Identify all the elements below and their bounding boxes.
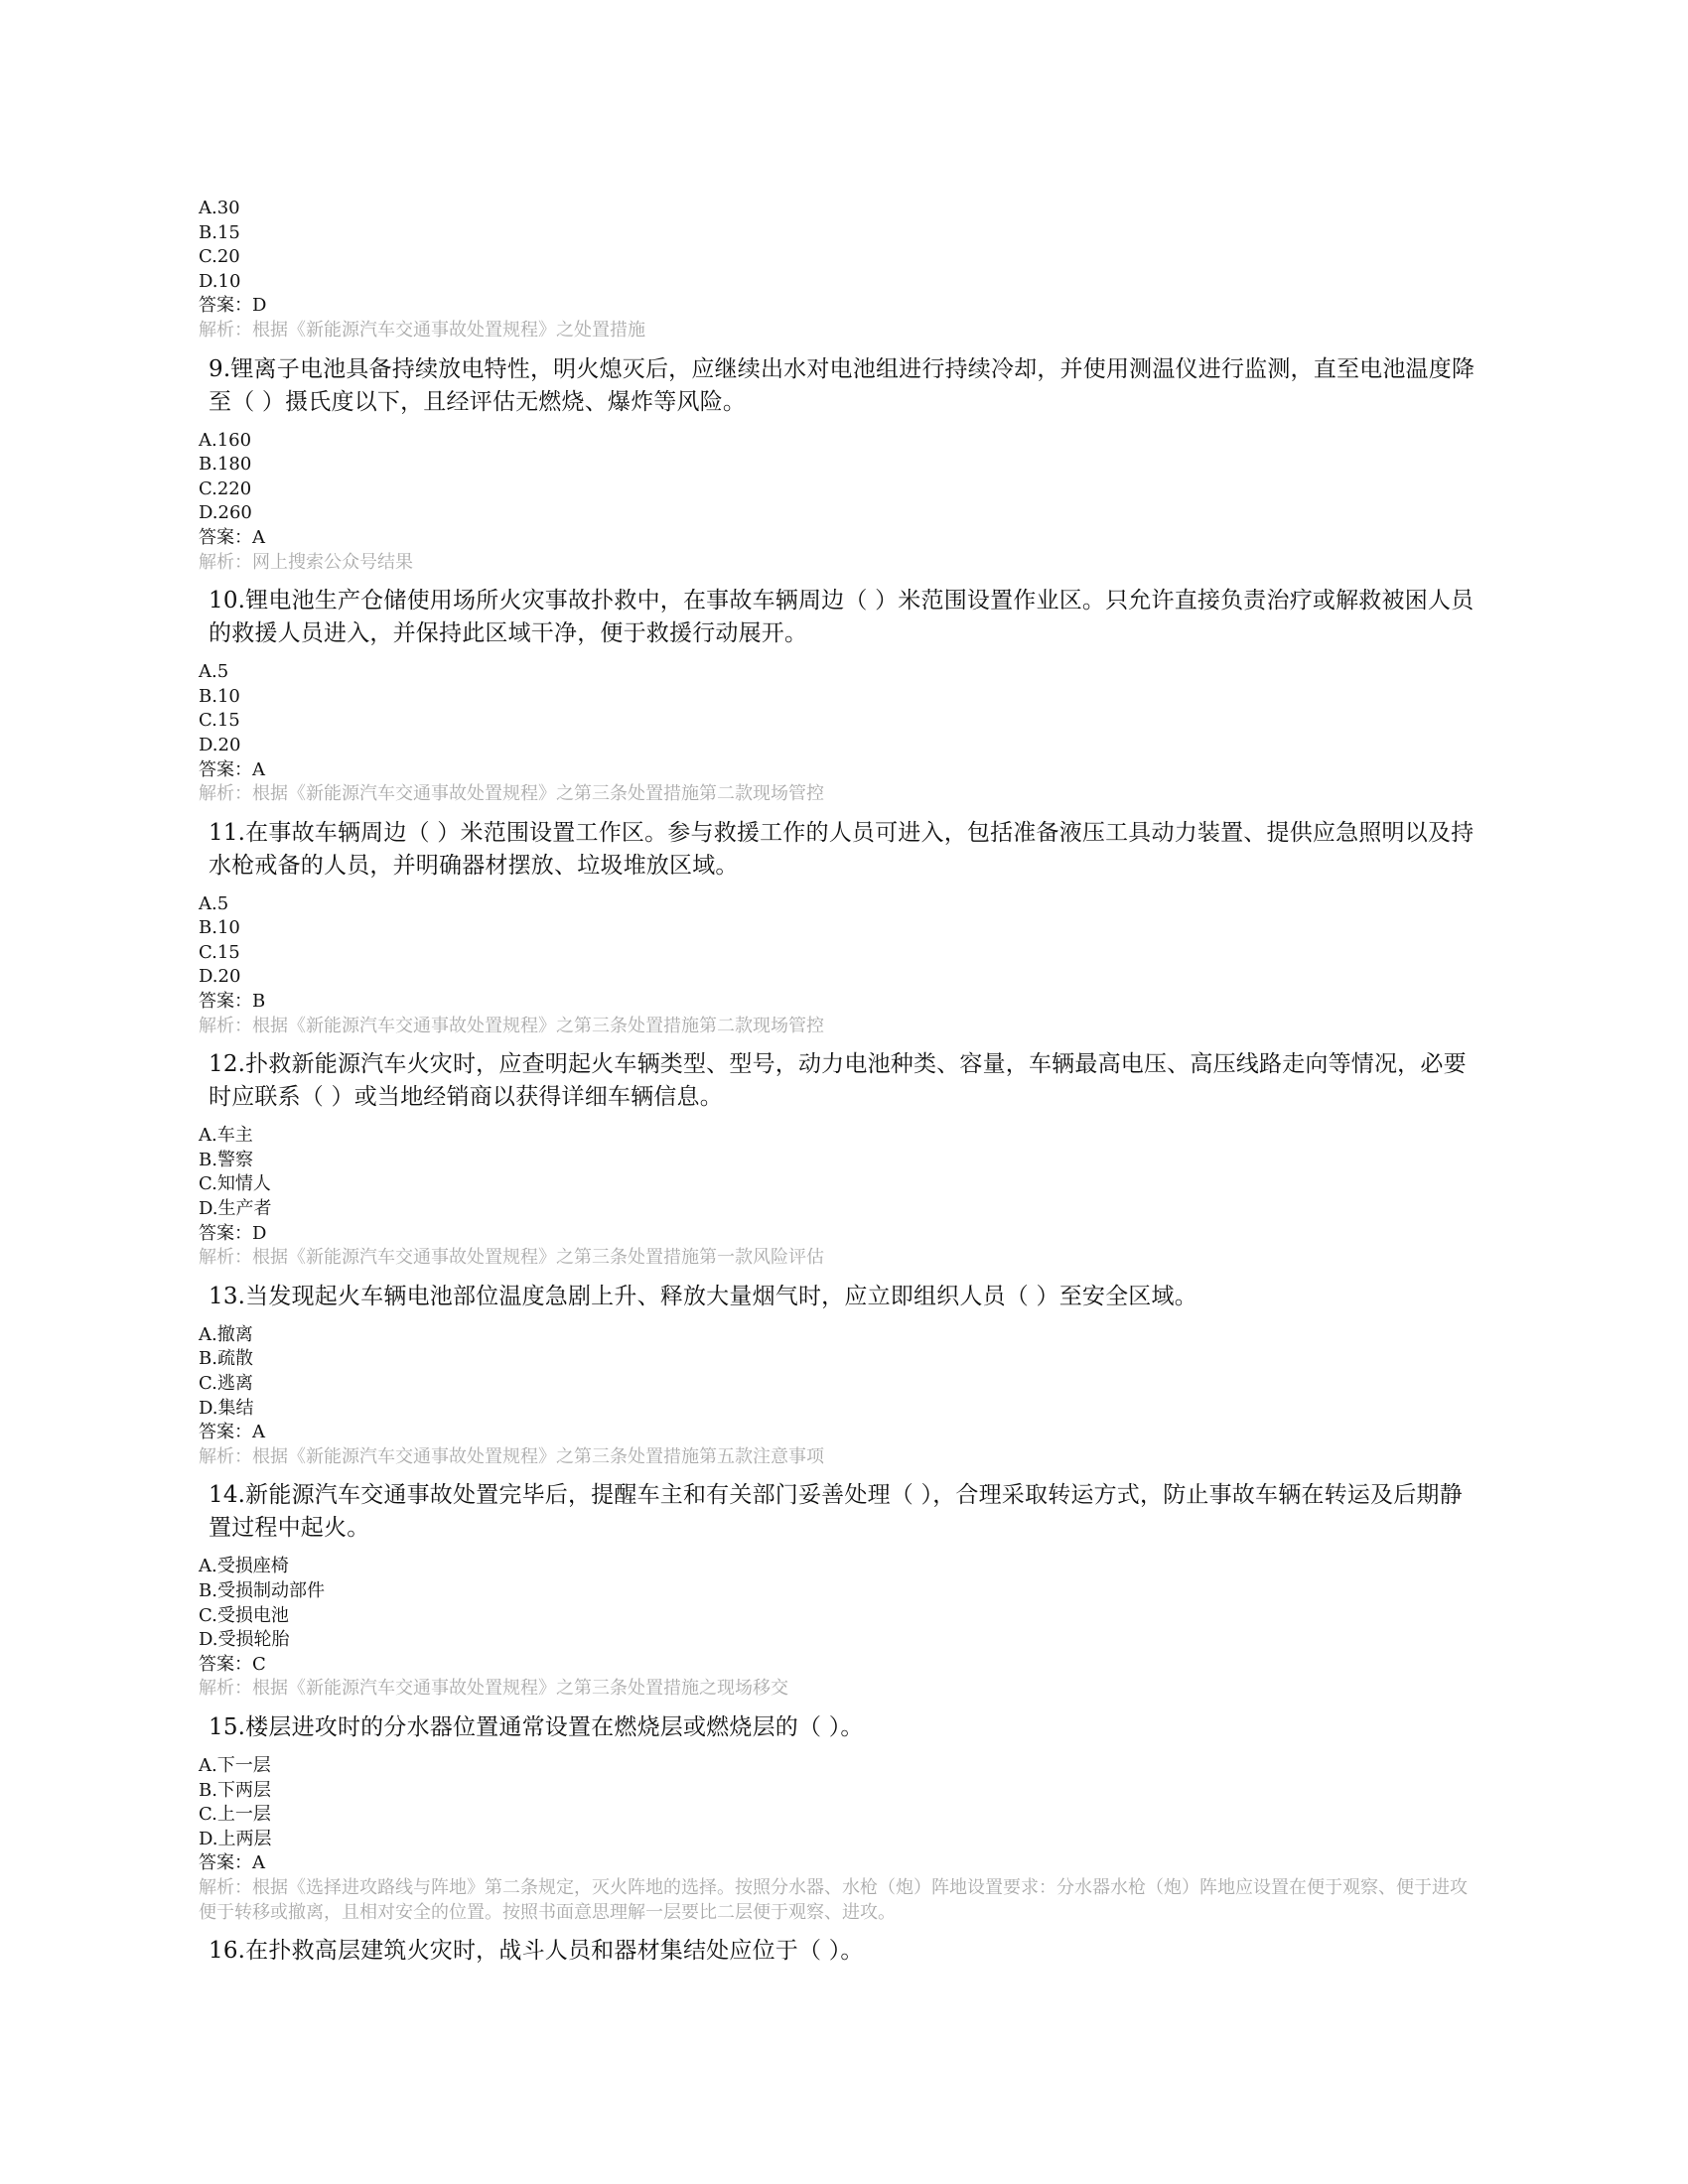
question-15 <box>199 1711 1479 1925</box>
option-d: D.10 <box>199 270 241 292</box>
question-14 <box>199 1479 1479 1702</box>
answer: 答案：D <box>199 1222 267 1244</box>
question-text: 12.扑救新能源汽车火灾时，应查明起火车辆类型、型号，动力电池种类、容量，车辆最高电压、高压线路走向等情况，必要时应联系（ ）或当地经销商以获得详细车辆信息。 <box>209 1051 1467 1111</box>
option-b: B.15 <box>199 221 240 243</box>
explanation: 解析：根据《新能源汽车交通事故处置规程》之第三条处置措施第一款风险评估 <box>199 1247 824 1269</box>
explanation: 解析：网上搜索公众号结果 <box>199 551 413 573</box>
option-a: A.30 <box>199 198 240 218</box>
explanation: 解析：根据《新能源汽车交通事故处置规程》之第三条处置措施第二款现场管控 <box>199 783 824 805</box>
option-d: D.集结 <box>199 1397 254 1419</box>
answer: 答案：A <box>199 758 265 780</box>
question-16 <box>199 1935 1479 1968</box>
question-text: 13.当发现起火车辆电池部位温度急剧上升、释放大量烟气时，应立即组织人员（ ）至安全区域。 <box>209 1283 1197 1309</box>
option-b: B.180 <box>199 454 252 476</box>
answer: 答案：A <box>199 526 265 548</box>
question-9 <box>199 353 1479 576</box>
question-12 <box>199 1048 1479 1271</box>
top-block <box>199 197 1479 343</box>
question-text: 15.楼层进攻时的分水器位置通常设置在燃烧层或燃烧层的（ ）。 <box>209 1713 864 1740</box>
option-a: A.撤离 <box>199 1323 253 1345</box>
option-b: B.10 <box>199 685 240 707</box>
option-c: C.知情人 <box>199 1173 271 1195</box>
option-c: C.逃离 <box>199 1373 253 1394</box>
answer: 答案：A <box>199 1422 265 1443</box>
question-11 <box>199 817 1479 1039</box>
answer: 答案：B <box>199 991 266 1013</box>
answer: 答案：D <box>199 295 267 317</box>
question-text: 10.锂电池生产仓储使用场所火灾事故扑救中，在事故车辆周边（ ）米范围设置作业区。只允许直接负责治疗或解救被困人员的救援人员进入，并保持此区域干净，便于救援行动展开。 <box>209 588 1475 647</box>
option-d: D.20 <box>199 734 241 755</box>
option-a: A.5 <box>199 892 229 914</box>
answer: 答案：C <box>199 1653 266 1675</box>
option-a: A.下一层 <box>199 1754 271 1776</box>
option-a: A.受损座椅 <box>199 1556 289 1577</box>
option-c: C.受损电池 <box>199 1604 289 1626</box>
question-text: 16.在扑救高层建筑火灾时，战斗人员和器材集结处应位于（ ）。 <box>209 1938 864 1965</box>
option-a: A.5 <box>199 661 229 683</box>
document-page <box>199 197 1479 1978</box>
answer: 答案：A <box>199 1852 265 1874</box>
option-c: C.20 <box>199 246 240 268</box>
explanation: 解析：根据《新能源汽车交通事故处置规程》之处置措施 <box>199 319 645 341</box>
option-b: B.受损制动部件 <box>199 1579 325 1601</box>
option-b: B.警察 <box>199 1149 253 1170</box>
option-c: C.15 <box>199 710 240 732</box>
option-c: C.上一层 <box>199 1804 271 1826</box>
option-d: D.受损轮胎 <box>199 1629 290 1651</box>
explanation: 解析：根据《新能源汽车交通事故处置规程》之第三条处置措施第五款注意事项 <box>199 1445 824 1467</box>
option-c: C.220 <box>199 478 252 499</box>
option-c: C.15 <box>199 941 240 963</box>
option-b: B.10 <box>199 917 240 939</box>
option-a: A.160 <box>199 429 252 451</box>
option-a: A.车主 <box>199 1125 253 1147</box>
question-13 <box>199 1281 1479 1470</box>
option-d: D.上两层 <box>199 1828 272 1849</box>
explanation: 解析：根据《新能源汽车交通事故处置规程》之第三条处置措施第二款现场管控 <box>199 1015 824 1036</box>
option-d: D.260 <box>199 502 252 524</box>
option-b: B.疏散 <box>199 1348 253 1370</box>
option-d: D.生产者 <box>199 1198 272 1220</box>
explanation: 解析：根据《选择进攻路线与阵地》第二条规定，灭火阵地的选择。按照分水器、水枪（炮）阵地设置要求：分水器水枪（炮）阵地应设置在便于观察、便于进攻便于转移或撤离，且相对安全的位置。按照书面意思理解一层要比二层便于观察、进攻。 <box>199 1876 1468 1923</box>
question-text: 11.在事故车辆周边（ ）米范围设置工作区。参与救援工作的人员可进入，包括准备液压工具动力装置、提供应急照明以及持水枪戒备的人员，并明确器材摆放、垃圾堆放区域。 <box>209 819 1475 879</box>
option-d: D.20 <box>199 966 241 988</box>
explanation: 解析：根据《新能源汽车交通事故处置规程》之第三条处置措施之现场移交 <box>199 1678 788 1700</box>
question-text: 14.新能源汽车交通事故处置完毕后，提醒车主和有关部门妥善处理（ ），合理采取转运方式，防止事故车辆在转运及后期静置过程中起火。 <box>209 1482 1463 1542</box>
question-10 <box>199 585 1479 807</box>
option-b: B.下两层 <box>199 1779 271 1801</box>
question-text: 9.锂离子电池具备持续放电特性，明火熄灭后，应继续出水对电池组进行持续冷却，并使用测温仪进行监测，直至电池温度降至（ ）摄氏度以下，且经评估无燃烧、爆炸等风险。 <box>209 355 1476 415</box>
